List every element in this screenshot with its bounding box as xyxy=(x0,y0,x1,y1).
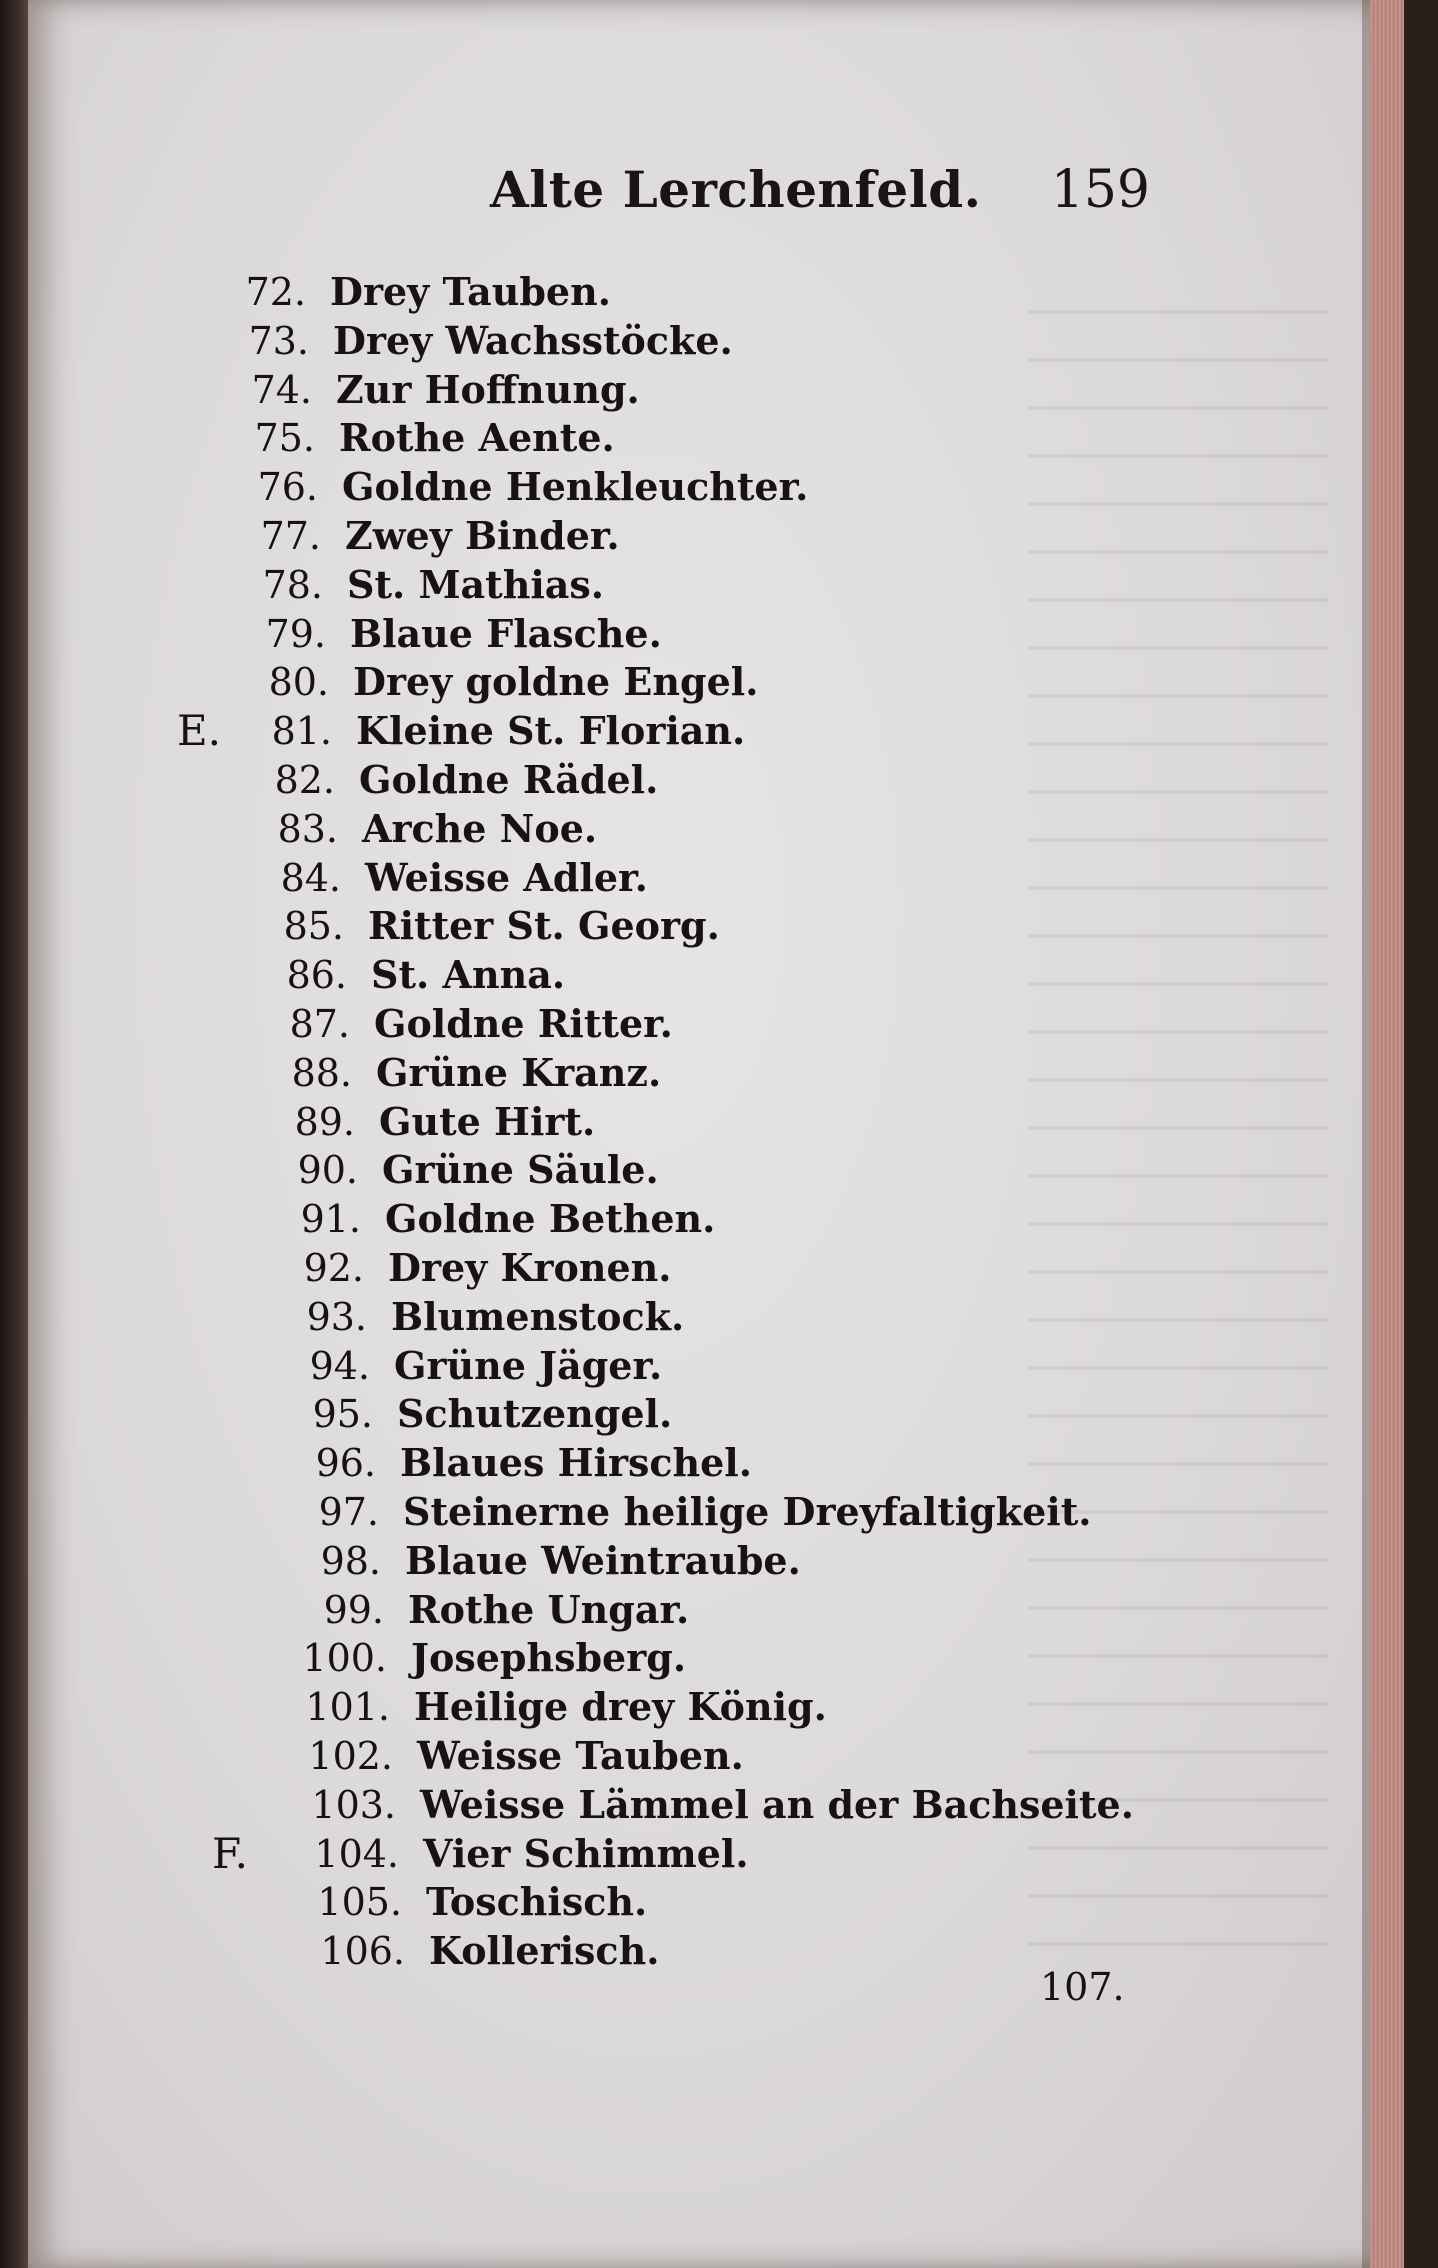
entry-name: Rothe Ungar. xyxy=(408,1586,690,1632)
entry-name: Drey Wachsstöcke. xyxy=(333,317,733,363)
entry-number: 99. xyxy=(323,1587,384,1632)
list-item xyxy=(0,805,1300,854)
list-item xyxy=(0,1878,1300,1927)
page-edges-right xyxy=(1370,0,1404,2268)
entry-number: 89. xyxy=(294,1099,355,1144)
entry-number: 75. xyxy=(254,416,315,461)
entry-name: Goldne Ritter. xyxy=(374,1000,673,1046)
entry-number: 101. xyxy=(305,1685,390,1730)
entry-number: 96. xyxy=(315,1441,376,1486)
entry-number: 77. xyxy=(260,513,321,558)
list-item xyxy=(0,658,1300,707)
entry-number: 73. xyxy=(248,318,309,363)
entry-name: Drey Tauben. xyxy=(330,269,611,314)
list-item xyxy=(0,707,1300,756)
entry-name: Arche Noe. xyxy=(362,805,598,851)
entry-name: St. Mathias. xyxy=(347,561,605,607)
section-marker: E. xyxy=(176,706,221,756)
entry-number: 88. xyxy=(291,1050,352,1095)
entry-number: 78. xyxy=(262,562,323,607)
list-item xyxy=(0,463,1300,512)
entry-number: 81. xyxy=(271,709,332,754)
entry-number: 82. xyxy=(274,757,335,802)
entry-number: 91. xyxy=(300,1197,361,1242)
list-item xyxy=(0,854,1300,903)
entry-number: 95. xyxy=(312,1392,373,1437)
list-item xyxy=(0,317,1300,366)
entry-number: 87. xyxy=(289,1001,350,1046)
list-item xyxy=(0,1390,1300,1439)
entry-number: 85. xyxy=(283,904,344,949)
entry-number: 90. xyxy=(297,1148,358,1193)
list-item xyxy=(0,1244,1300,1293)
list-item xyxy=(0,268,1300,317)
list-item xyxy=(0,756,1300,805)
list-item xyxy=(0,366,1300,415)
list-item xyxy=(0,561,1300,610)
list-item xyxy=(0,902,1300,951)
entry-name: Grüne Jäger. xyxy=(394,1342,663,1388)
entry-name: Blaue Flasche. xyxy=(350,610,662,656)
entry-number: 106. xyxy=(320,1929,405,1974)
entry-name: Josephsberg. xyxy=(411,1635,687,1681)
list-item xyxy=(0,1439,1300,1488)
entry-name: Ritter St. Georg. xyxy=(368,903,720,949)
list-item xyxy=(0,1781,1300,1830)
entry-name: Zwey Binder. xyxy=(345,512,620,558)
entry-number: 74. xyxy=(251,367,312,412)
entry-number: 94. xyxy=(309,1343,370,1388)
entry-name: Drey Kronen. xyxy=(388,1244,672,1290)
list-item xyxy=(0,1830,1300,1879)
entry-name: Kollerisch. xyxy=(429,1928,660,1974)
entry-number: 100. xyxy=(302,1636,387,1681)
list-item xyxy=(0,1195,1300,1244)
entry-number: 92. xyxy=(303,1245,364,1290)
list-item xyxy=(0,1342,1300,1391)
entry-name: Blaues Hirschel. xyxy=(400,1440,752,1486)
entry-name: Goldne Rädel. xyxy=(359,756,659,802)
list-item xyxy=(0,1000,1300,1049)
entry-number: 103. xyxy=(311,1782,396,1827)
running-title: Alte Lerchenfeld. xyxy=(490,160,982,219)
entry-name: Goldne Henkleuchter. xyxy=(342,464,809,510)
list-item xyxy=(0,951,1300,1000)
entry-name: Gute Hirt. xyxy=(379,1098,596,1144)
entry-number: 86. xyxy=(286,953,347,998)
entry-number: 83. xyxy=(277,806,338,851)
entry-name: Grüne Kranz. xyxy=(376,1049,662,1095)
list-item xyxy=(0,1098,1300,1147)
list-item xyxy=(0,610,1300,659)
entry-name: Steinerne heilige Dreyfaltigkeit. xyxy=(403,1488,1092,1534)
entry-number: 98. xyxy=(320,1538,381,1583)
entry-number: 80. xyxy=(268,660,329,705)
entry-name: Weisse Tauben. xyxy=(417,1732,744,1778)
list-item xyxy=(0,1146,1300,1195)
entry-number: 76. xyxy=(257,465,318,510)
list-item xyxy=(0,1537,1300,1586)
entry-name: Grüne Säule. xyxy=(382,1147,659,1193)
entry-number: 97. xyxy=(318,1489,379,1534)
entry-number: 93. xyxy=(306,1294,367,1339)
entry-number: 79. xyxy=(265,611,326,656)
page-header xyxy=(460,160,1150,230)
entry-name: Blaue Weintraube. xyxy=(405,1537,801,1583)
entry-name: Vier Schimmel. xyxy=(423,1830,749,1876)
entry-number: 105. xyxy=(317,1880,402,1925)
entry-name: Zur Hoffnung. xyxy=(336,366,640,412)
entry-name: Rothe Aente. xyxy=(339,415,615,461)
entry-name: Weisse Adler. xyxy=(365,854,648,900)
list-item xyxy=(0,1049,1300,1098)
section-marker: F. xyxy=(212,1828,248,1878)
catchword: 107. xyxy=(1040,1965,1125,2009)
list-item xyxy=(0,414,1300,463)
entry-number: 104. xyxy=(314,1831,399,1876)
page-number: 159 xyxy=(1050,160,1150,220)
list-item xyxy=(0,1634,1300,1683)
list-item xyxy=(0,1732,1300,1781)
list-item xyxy=(0,512,1300,561)
entry-name: Kleine St. Florian. xyxy=(356,708,746,754)
list-item xyxy=(0,1586,1300,1635)
entry-name: Heilige drey König. xyxy=(414,1684,827,1730)
entry-number: 102. xyxy=(308,1733,393,1778)
entry-name: St. Anna. xyxy=(371,952,566,998)
entry-number: 84. xyxy=(280,855,341,900)
entry-number: 72. xyxy=(245,270,306,314)
entry-name: Schutzengel. xyxy=(397,1391,673,1437)
entry-name: Toschisch. xyxy=(426,1879,648,1925)
entry-name: Goldne Bethen. xyxy=(385,1196,716,1242)
list-item xyxy=(0,1293,1300,1342)
entry-list xyxy=(0,268,1300,1976)
entry-name: Blumenstock. xyxy=(391,1293,685,1339)
list-item xyxy=(0,1488,1300,1537)
list-item xyxy=(0,1683,1300,1732)
entry-name: Weisse Lämmel an der Bachseite. xyxy=(420,1781,1134,1827)
entry-name: Drey goldne Engel. xyxy=(353,659,759,705)
